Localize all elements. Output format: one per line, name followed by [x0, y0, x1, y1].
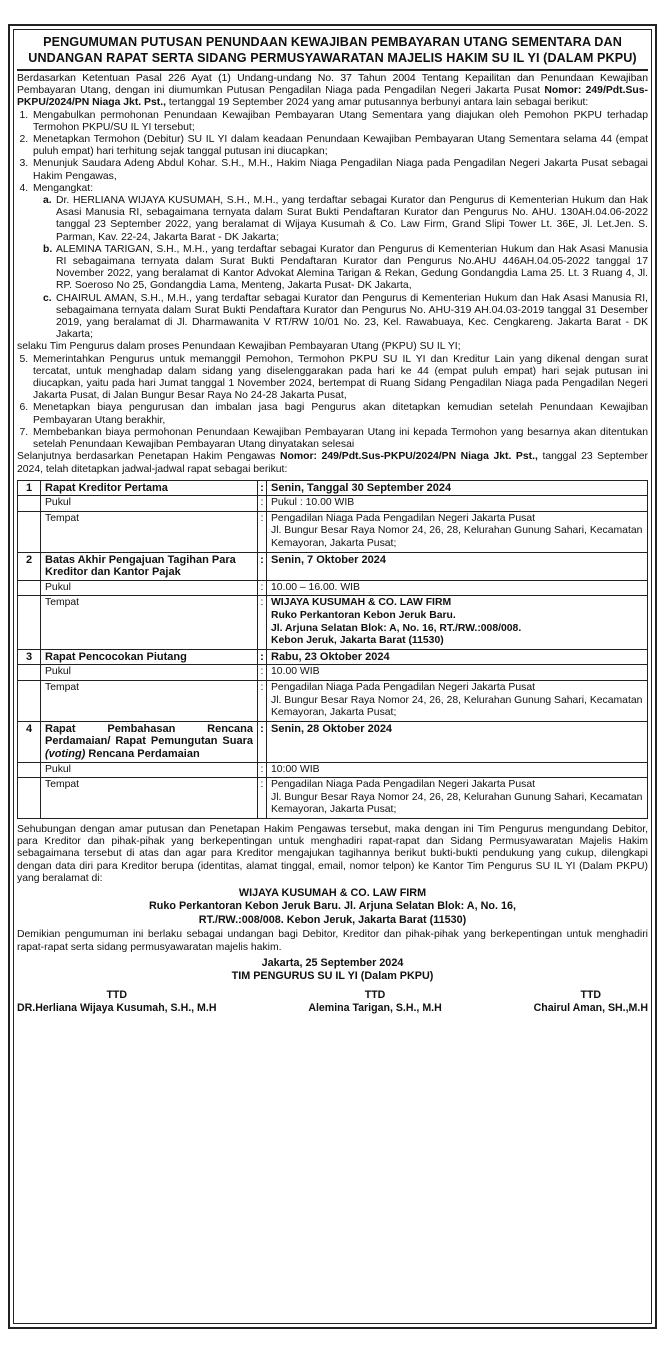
- curators-closing: selaku Tim Pengurus dalam proses Penundaan Kewajiban Pembayaran Utang (PKPU) SU IL YI;: [17, 341, 461, 353]
- announcement-frame: [8, 24, 657, 1329]
- office-area: RT./RW.:008/008. Kebon Jeruk, Jakarta Barat (11530): [198, 913, 467, 926]
- schedule-row-header: [18, 721, 648, 762]
- curator-item: [45, 293, 648, 342]
- schedule-row-header: [18, 649, 648, 665]
- event-date: Rabu, 23 Oktober 2024: [267, 649, 648, 665]
- colon: :: [258, 665, 267, 681]
- row-number: 2: [18, 552, 41, 580]
- curator-text: CHAIRUL AMAN, S.H., M.H., yang terdaftar sebagai Kurator dan Pengurus di Kementerian Hukum dan Hak Asasi Manusia RI, sebagaimana ternyata dalam Surat Bukti Pendaftara Kurator dan Pengurus No. AHU-319 AH.04.03-2019 tanggal 31 Desember 2019, yang beralamat di Jl. Dharmawanita V RT/RW 10/01 No. 23, Kel. Rawabuaya, Kec. Cengkareng. Jakarta Barat - DK Jakarta;: [56, 292, 648, 341]
- verdict-list: [17, 110, 648, 452]
- event-date: Senin, 28 Oktober 2024: [267, 721, 648, 762]
- time-label: Pukul: [41, 665, 258, 681]
- colon: :: [258, 480, 267, 496]
- time-label: Pukul: [41, 580, 258, 596]
- schedule-table: [17, 480, 648, 819]
- schedule-row-time: [18, 496, 648, 512]
- signature: [308, 989, 441, 1015]
- curator-list: [33, 195, 648, 341]
- row-number: 4: [18, 721, 41, 762]
- colon: :: [258, 596, 267, 649]
- colon: :: [258, 649, 267, 665]
- colon: :: [258, 681, 267, 722]
- closing-paragraph: Sehubungan dengan amar putusan dan Penetapan Hakim Pengawas tersebut, maka dengan ini Tim Pengurus mengundang Debitor, para Kreditor dan pihak-pihak yang berkepentingan untuk menghadiri rapat-rapat dan Sidang Permusyawaratan Majelis Hakim sebagaimana tersebut di atas dan agar para Kreditor mengajukan tagihannya berikut bukti-bukti pendukung yang cukup, dilengkapi dengan data diri para Kreditor berupa (identitas, alamat tinggal, email, nomor telpon) ke Kantor Tim Pengurus SU IL YI (Dalam PKPU) yang beralamat di:: [17, 823, 648, 884]
- verdict-item: 6. Menetapkan biaya pengurusan dan imbalan jasa bagi Pengurus akan ditetapkan kemudian setelah Penundaan Kewajiban Pembayaran Utang berakhir,: [31, 402, 648, 426]
- announcement-title: [17, 30, 648, 71]
- row-number: 3: [18, 649, 41, 665]
- colon: :: [258, 721, 267, 762]
- schedule-row-place: [18, 681, 648, 722]
- verdict-item-appoint: [17, 182, 648, 354]
- time-label: Pukul: [41, 762, 258, 778]
- event-date: Senin, 7 Oktober 2024: [267, 552, 648, 580]
- verdict-item: 1. Mengabulkan permohonan Penundaan Kewajiban Pembayaran Utang Sementara yang diajukan oleh Pemohon PKPU terhadap Termohon PKPU/SU IL YI tersebut;: [31, 110, 648, 134]
- verdict-item: 3. Menunjuk Saudara Adeng Abdul Kohar. S.H., M.H., Hakim Niaga Pengadilan Niaga pada Pengadilan Negeri Jakarta Pusat sebagai Hakim Pengawas,: [31, 158, 648, 182]
- event-name-italic: (voting): [45, 747, 86, 760]
- event-time: 10.00 – 16.00. WIB: [267, 580, 648, 596]
- ttd-mark: TTD: [106, 988, 128, 1001]
- verdict-item: 7. Membebankan biaya permohonan Penundaan Kewajiban Pembayaran Utang ini kepada Termohon yang besarnya akan ditentukan setelah Penundaan Kewajiban Pembayaran Utang dinyatakan selesai: [31, 427, 648, 451]
- signatory-name: DR.Herliana Wijaya Kusumah, S.H., M.H: [17, 1001, 217, 1014]
- event-name: Batas Akhir Pengajuan Tagihan Para Kreditor dan Kantor Pajak: [41, 552, 258, 580]
- schedule-row-place: [18, 778, 648, 819]
- colon: :: [258, 762, 267, 778]
- colon: :: [258, 580, 267, 596]
- colon: :: [258, 511, 267, 552]
- office-name: WIJAYA KUSUMAH & CO. LAW FIRM: [238, 886, 427, 899]
- curator-item: [45, 195, 648, 244]
- signature-block: [17, 989, 648, 1015]
- curator-letter: c.: [43, 292, 52, 304]
- curator-letter: a.: [43, 195, 52, 207]
- office-address: [17, 887, 648, 928]
- event-name-text: Rapat Pembahasan Rencana Perdamaian/ Rapat Pemungutan Suara: [45, 722, 253, 748]
- signatory-name: Chairul Aman, SH.,M.H: [533, 1001, 648, 1014]
- schedule-row-place: [18, 511, 648, 552]
- colon: :: [258, 778, 267, 819]
- signature: [534, 989, 648, 1015]
- event-time: 10:00 WIB: [267, 762, 648, 778]
- event-place: Pengadilan Niaga Pada Pengadilan Negeri Jakarta Pusat Jl. Bungur Besar Raya Nomor 24, 26, 28, Kelurahan Gunung Sahari, Kecamatan Kemayoran, Jakarta Pusat;: [267, 681, 648, 722]
- title-line-2: UNDANGAN RAPAT SERTA SIDANG PERMUSYAWARATAN MAJELIS HAKIM SU IL YI (DALAM PKPU): [28, 51, 637, 65]
- title-line-1: PENGUMUMAN PUTUSAN PENUNDAAN KEWAJIBAN PEMBAYARAN UTANG SEMENTARA DAN: [43, 35, 622, 49]
- curator-text: ALEMINA TARIGAN, S.H., M.H., yang terdaftar sebagai Kurator dan Pengurus di Kementerian Hukum dan Hak Asasi Manusia RI sebagaimana ternyata dalam Surat Bukti Pendaftaran Kurator dan Pengurus No.AHU 446AH.04.05-2022 tanggal 17 November 2022, yang beralamat di Kantor Advokat Alemina Tarigan & Rekan, Gedung Gondangdia Lama 25. Lt. 3 Ruang 4, Jl. RP. Soeroso No 25, Gondangdia Lama, Menteng, Jakarta Pusat- DK Jakarta,: [56, 243, 648, 292]
- signatory-name: Alemina Tarigan, S.H., M.H: [308, 1001, 442, 1014]
- event-name: Rapat Kreditor Pertama: [41, 480, 258, 496]
- schedule-row-time: [18, 762, 648, 778]
- intro-paragraph: [17, 73, 648, 110]
- curator-letter: b.: [43, 243, 53, 255]
- event-place: WIJAYA KUSUMAH & CO. LAW FIRM Ruko Perkantoran Kebon Jeruk Baru. Jl. Arjuna Selatan Blok: A, No. 16, RT./RW.:008/008. Kebon Jeruk, Jakarta Barat (11530): [267, 596, 648, 649]
- schedule-row-header: [18, 480, 648, 496]
- event-place: Pengadilan Niaga Pada Pengadilan Negeri Jakarta Pusat Jl. Bungur Besar Raya Nomor 24, 26, 28, Kelurahan Gunung Sahari, Kecamatan Kemayoran, Jakarta Pusat;: [267, 778, 648, 819]
- place-label: Tempat: [41, 778, 258, 819]
- office-street: Ruko Perkantoran Kebon Jeruk Baru. Jl. Arjuna Selatan Blok: A, No. 16,: [149, 900, 516, 913]
- schedule-row-place: [18, 596, 648, 649]
- intro-text-end: tertanggal 19 September 2024 yang amar putusannya berbunyi antara lain sebagai berikut:: [166, 97, 589, 109]
- event-name: Rapat Pencocokan Piutang: [41, 649, 258, 665]
- event-time: 10.00 WIB: [267, 665, 648, 681]
- ttd-mark: TTD: [580, 988, 602, 1001]
- row-number: 1: [18, 480, 41, 496]
- final-paragraph: Demikian pengumuman ini berlaku sebagai undangan bagi Debitor, Kreditor dan pihak-pihak yang berkepentingan untuk menghadiri rapat-rapat serta sidang permusyawaratan majelis hakim.: [17, 929, 648, 953]
- schedule-row-header: [18, 552, 648, 580]
- schedule-row-time: [18, 580, 648, 596]
- verdict-item-label: Mengangkat:: [33, 182, 94, 194]
- colon: :: [258, 496, 267, 512]
- event-time: Pukul : 10.00 WIB: [267, 496, 648, 512]
- place-date: Jakarta, 25 September 2024: [261, 956, 404, 969]
- schedule-row-time: [18, 665, 648, 681]
- schedule-intro-end: tanggal 23 September 2024, telah ditetapkan jadwal-jadwal rapat sebagai berikut:: [17, 451, 649, 475]
- team-name: TIM PENGURUS SU IL YI (Dalam PKPU): [231, 970, 434, 983]
- place-label: Tempat: [41, 511, 258, 552]
- schedule-intro: [17, 451, 648, 475]
- ttd-mark: TTD: [364, 988, 386, 1001]
- decision-number: Nomor: 249/Pdt.Sus-PKPU/2024/PN Niaga Jkt. Pst.,: [17, 85, 648, 109]
- event-name-end: Rencana Perdamaian: [85, 747, 200, 760]
- intro-text: Berdasarkan Ketentuan Pasal 226 Ayat (1) Undang-undang No. 37 Tahun 2004 Tentang Kepailitan dan Penundaan Kewajiban Pembayaran Utang, dengan ini diumumkan Putusan Pengadilan Niaga pada Pengadilan Negeri Jakarta Pusat: [17, 73, 648, 97]
- place-label: Tempat: [41, 681, 258, 722]
- curator-item: [45, 244, 648, 293]
- verdict-item: 5. Memerintahkan Pengurus untuk memanggil Pemohon, Termohon PKPU SU IL YI dan Kreditur Lain yang dikenal dengan surat tercatat, untuk menghadap dalam sidang yang diselenggarakan pada hari ke 44 (empat puluh empat) hari sejak putusan ini diucapkan, yaitu pada hari Jumat tanggal 1 November 2024, bertempat di Ruang Sidang Pengadilan Niaga pada Pengadilan Negeri Jakarta Pusat, di Jalan Bungur Besar Raya No 24-28 Jakarta Pusat,: [31, 354, 648, 403]
- announcement-body: [13, 29, 652, 1324]
- event-name: [41, 721, 258, 762]
- decree-number: Nomor: 249/Pdt.Sus-PKPU/2024/PN Niaga Jkt. Pst.,: [280, 451, 538, 463]
- signature-header: [17, 957, 648, 984]
- verdict-item: 2. Menetapkan Termohon (Debitur) SU IL YI dalam keadaan Penundaan Kewajiban Pembayaran Utang Sementara selama 44 (empat puluh empat) hari terhitung sejak tanggal putusan ini diucapkan;: [31, 134, 648, 158]
- time-label: Pukul: [41, 496, 258, 512]
- signature: [17, 989, 216, 1015]
- place-label: Tempat: [41, 596, 258, 649]
- event-place: Pengadilan Niaga Pada Pengadilan Negeri Jakarta Pusat Jl. Bungur Besar Raya Nomor 24, 26, 28, Kelurahan Gunung Sahari, Kecamatan Kemayoran, Jakarta Pusat;: [267, 511, 648, 552]
- schedule-intro-text: Selanjutnya berdasarkan Penetapan Hakim Pengawas: [17, 451, 281, 463]
- event-date: Senin, Tanggal 30 September 2024: [267, 480, 648, 496]
- curator-text: Dr. HERLIANA WIJAYA KUSUMAH, S.H., M.H., yang terdaftar sebagai Kurator dan Pengurus di Kementerian Hukum dan Hak Asasi Manusia RI, sebagaimana ternyata dalam Surat Bukti Pendaftaran Kurator dan Pengurus No. AHU. 130AH.04.06-2022 tanggal 23 September 2022, yang beralamat di Wijaya Kusumah & Co. Law Firm, Grand Slipi Tower Lt. 36E, Jl. Let.Jen. S. Parman, Kav. 22-24, Jakarta Barat - DK Jakarta;: [56, 195, 648, 243]
- colon: :: [258, 552, 267, 580]
